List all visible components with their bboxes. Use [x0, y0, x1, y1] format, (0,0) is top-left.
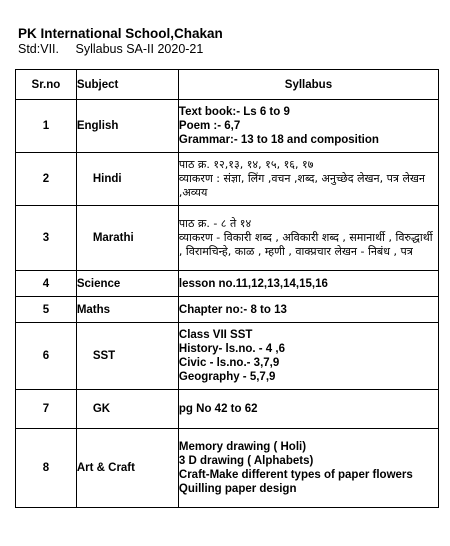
syllabus-line: पाठ क्र. - ८ ते १४: [178, 217, 252, 230]
syllabus-line: Craft-Make different types of paper flowers: [178, 469, 413, 481]
syllabus-cell: [178, 100, 438, 153]
column-header-subject: Subject: [76, 70, 178, 100]
syllabus-cell: [178, 429, 438, 508]
standard-label: Std:VII.: [18, 42, 59, 56]
table-header-row: [16, 70, 439, 100]
subject-cell: GK: [76, 390, 178, 429]
syllabus-table: [15, 69, 439, 508]
syllabus-line: Civic - ls.no.- 3,7,9: [178, 357, 280, 369]
school-name: PK International School,Chakan: [18, 26, 223, 41]
syllabus-line: History- ls.no. - 4 ,6: [178, 343, 285, 355]
syllabus-cell: [178, 297, 438, 323]
column-header-syllabus: Syllabus: [178, 70, 438, 100]
sr-no-cell: 4: [16, 271, 77, 297]
syllabus-line: व्याकरण : संज्ञा, लिंग ,वचन ,शब्द, अनुच्छेद लेखन, पत्र लेखन ,अव्यय: [178, 172, 426, 199]
syllabus-line: Chapter no:- 8 to 13: [178, 303, 287, 316]
table-row: [16, 390, 439, 429]
syllabus-line: Poem :- 6,7: [178, 120, 241, 132]
sr-no-cell: 2: [16, 153, 77, 206]
subject-cell: Maths: [76, 297, 178, 323]
syllabus-cell: [178, 153, 438, 206]
syllabus-line: Class VII SST: [178, 329, 253, 341]
subject-cell: English: [76, 100, 178, 153]
syllabus-line: Geography - 5,7,9: [178, 371, 276, 383]
subject-cell: Art & Craft: [76, 429, 178, 508]
syllabus-cell: [178, 206, 438, 271]
syllabus-title: Syllabus SA-II 2020-21: [75, 42, 204, 56]
syllabus-line: 3 D drawing ( Alphabets): [178, 455, 314, 467]
syllabus-line: Text book:- Ls 6 to 9: [178, 106, 290, 118]
table-row: [16, 100, 439, 153]
table-row: [16, 297, 439, 323]
sr-no-cell: 5: [16, 297, 77, 323]
syllabus-line: Memory drawing ( Holi): [178, 441, 307, 453]
sr-no-cell: 6: [16, 323, 77, 390]
table-row: [16, 323, 439, 390]
syllabus-line: पाठ क्र. १२,१३, १४, १५, १६, १७: [178, 158, 314, 171]
syllabus-cell: [178, 323, 438, 390]
table-row: [16, 153, 439, 206]
syllabus-line: lesson no.11,12,13,14,15,16: [178, 277, 328, 290]
subject-cell: SST: [76, 323, 178, 390]
syllabus-line: Quilling paper design: [178, 483, 297, 495]
table-row: [16, 429, 439, 508]
column-header-srno: Sr.no: [16, 70, 77, 100]
subject-cell: Hindi: [76, 153, 178, 206]
sr-no-cell: 8: [16, 429, 77, 508]
syllabus-cell: [178, 390, 438, 429]
syllabus-line: pg No 42 to 62: [178, 403, 258, 415]
sr-no-cell: 1: [16, 100, 77, 153]
sr-no-cell: 3: [16, 206, 77, 271]
table-row: [16, 206, 439, 271]
syllabus-line: व्याकरण - विकारी शब्द , अविकारी शब्द , समानार्थी , विरुद्धार्थी , विरामचिन्हे, काळ , म्हणी , वाक्प्रचार लेखन - निबंध , पत्र: [178, 231, 433, 258]
sr-no-cell: 7: [16, 390, 77, 429]
subject-cell: Marathi: [76, 206, 178, 271]
syllabus-cell: [178, 271, 438, 297]
table-row: [16, 271, 439, 297]
document-subtitle: [18, 42, 203, 56]
syllabus-line: Grammar:- 13 to 18 and composition: [178, 134, 379, 146]
subject-cell: Science: [76, 271, 178, 297]
